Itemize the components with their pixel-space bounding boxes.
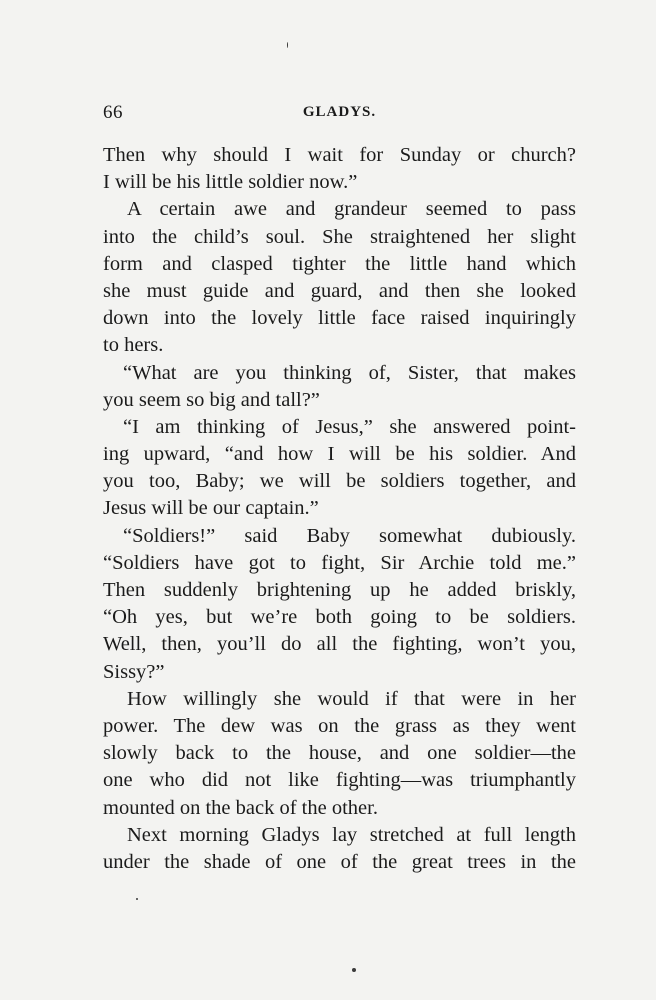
text-line: she must guide and guard, and then she looked bbox=[103, 279, 576, 302]
text-line: “Soldiers have got to fight, Sir Archie told me.” bbox=[103, 551, 576, 574]
text-line: you seem so big and tall?” bbox=[103, 388, 320, 411]
text-line: into the child’s soul. She straightened her slight bbox=[103, 225, 576, 248]
text-line: Jesus will be our captain.” bbox=[103, 497, 319, 520]
page-header bbox=[103, 102, 576, 128]
text-line: A certain awe and grandeur seemed to pass bbox=[127, 198, 576, 221]
text-line: Then suddenly brightening up he added briskly, bbox=[103, 579, 576, 601]
text-line: “What are you thinking of, Sister, that makes bbox=[123, 361, 576, 384]
text-line: How willingly she would if that were in her bbox=[127, 687, 576, 710]
text-line: slowly back to the house, and one soldier—the bbox=[103, 742, 576, 765]
print-speck bbox=[287, 42, 288, 48]
text-line: power. The dew was on the grass as they went bbox=[103, 714, 576, 737]
text-line: down into the lovely little face raised inquiringly bbox=[103, 307, 576, 330]
body-text bbox=[103, 142, 576, 876]
text-line: Then why should I wait for Sunday or church? bbox=[103, 144, 576, 166]
text-line: “I am thinking of Jesus,” she answered point- bbox=[123, 415, 576, 438]
text-line: Sissy?” bbox=[103, 660, 165, 683]
running-head: GLADYS. bbox=[302, 104, 377, 120]
print-speck bbox=[136, 898, 138, 900]
text-line: form and clasped tighter the little hand which bbox=[103, 252, 576, 275]
text-line: under the shade of one of the great trees in the bbox=[103, 850, 576, 873]
text-line: you too, Baby; we will be soldiers together, and bbox=[103, 470, 576, 493]
page-number: 66 bbox=[103, 102, 123, 123]
text-line: “Oh yes, but we’re both going to be soldiers. bbox=[103, 606, 576, 629]
text-line: to hers. bbox=[103, 334, 164, 357]
text-line: mounted on the back of the other. bbox=[103, 796, 378, 819]
text-line: Next morning Gladys lay stretched at full length bbox=[127, 823, 576, 846]
text-line: ing upward, “and how I will be his soldier. And bbox=[103, 443, 576, 466]
text-line: one who did not like fighting—was triumphantly bbox=[103, 769, 576, 792]
print-speck bbox=[352, 968, 356, 972]
text-line: Well, then, you’ll do all the fighting, won’t you, bbox=[103, 633, 576, 656]
text-line: I will be his little soldier now.” bbox=[103, 171, 358, 194]
text-line: “Soldiers!” said Baby somewhat dubiously. bbox=[123, 524, 576, 547]
